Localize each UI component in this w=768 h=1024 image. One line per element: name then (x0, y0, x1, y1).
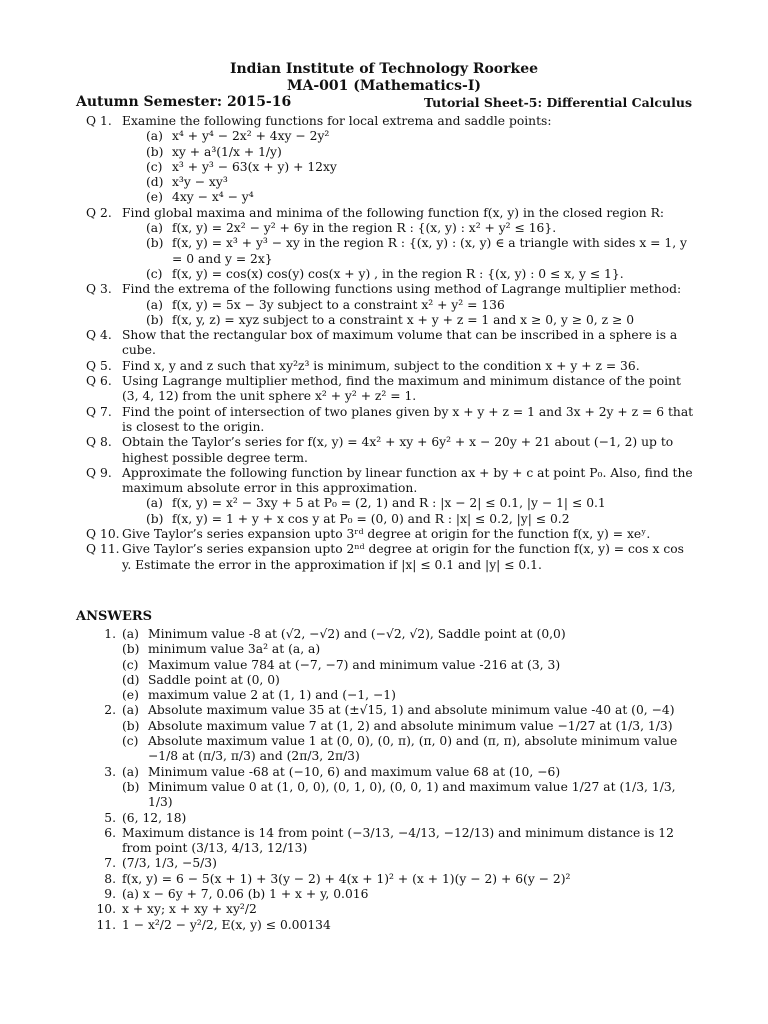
answer-number: 7. (104, 856, 116, 871)
question-subpart (122, 512, 696, 527)
question-number: Q 5. (86, 358, 112, 373)
subpart-label: (b) (146, 236, 164, 251)
answer-number: 6. (104, 825, 116, 840)
subpart-text: Absolute maximum value 1 at (0, 0), (0, π), (π, 0) and (π, π), absolute minimum value −1/8 at (π/3, π/3) and (2π/3, 2π/3) (148, 734, 678, 764)
question-number: Q 4. (86, 328, 112, 343)
subpart-text: Minimum value -68 at (−10, 6) and maximum value 68 at (10, −6) (148, 764, 561, 779)
answer-item (76, 918, 696, 933)
subpart-label: (c) (122, 657, 139, 672)
subpart-text: f(x, y) = 5x − 3y subject to a constraint x² + y² = 136 (172, 297, 505, 312)
answers-list (76, 627, 696, 933)
question-number: Q 7. (86, 404, 112, 419)
answer-subpart (122, 642, 696, 657)
answer-subpart (122, 780, 696, 811)
subpart-label: (b) (146, 511, 164, 526)
subpart-label: (b) (122, 779, 140, 794)
answer-number: 2. (104, 703, 116, 718)
institute-title: Indian Institute of Technology Roorkee (229, 61, 539, 77)
subpart-text: Absolute maximum value 35 at (±√15, 1) and absolute minimum value -40 at (0, −4) (148, 703, 675, 718)
question-item (76, 405, 696, 436)
answer-item (76, 887, 696, 902)
answer-subpart (122, 719, 696, 734)
question-text: Find the extrema of the following functions using method of Lagrange multiplier method: (122, 282, 682, 297)
subpart-text: xy + a³(1/x + 1/y) (172, 144, 282, 159)
subpart-label: (a) (122, 764, 139, 779)
subpart-label: (a) (122, 703, 139, 718)
answer-subpart (122, 627, 696, 642)
question-number: Q 8. (86, 435, 112, 450)
subpart-text: f(x, y, z) = xyz subject to a constraint x + y + z = 1 and x ≥ 0, y ≥ 0, z ≥ 0 (172, 312, 635, 327)
question-subpart (122, 496, 696, 511)
question-item (76, 206, 696, 282)
subpart-text: x³ + y³ − 63(x + y) + 12xy (172, 159, 337, 174)
subpart-text: Absolute maximum value 7 at (1, 2) and absolute minimum value −1/27 at (1/3, 1/3) (148, 718, 673, 733)
answer-item (76, 703, 696, 764)
subpart-text: minimum value 3a² at (a, a) (148, 642, 321, 657)
subpart-label: (b) (146, 144, 164, 159)
answer-text: 1 − x²/2 − y²/2, E(x, y) ≤ 0.00134 (122, 917, 331, 932)
question-subpart (122, 236, 696, 267)
course-title: MA-001 (Mathematics-I) (286, 78, 482, 94)
question-text: Approximate the following function by linear function ax + by + c at point P₀. Also, find the maximum absolute error in this approximation. (122, 465, 693, 496)
question-item (76, 527, 696, 542)
question-number: Q 1. (86, 114, 112, 128)
subpart-text: Maximum value 784 at (−7, −7) and minimum value -216 at (3, 3) (148, 657, 561, 672)
subpart-label: (a) (146, 297, 163, 312)
answer-subpart (122, 703, 696, 718)
subpart-label: (d) (122, 672, 140, 687)
answer-item (76, 856, 696, 871)
question-subpart (122, 145, 696, 160)
subpart-label: (a) (146, 496, 163, 511)
question-subpart (122, 298, 696, 313)
answer-item (76, 902, 696, 917)
answer-number: 9. (104, 887, 116, 902)
question-number: Q 6. (86, 374, 112, 389)
question-subpart (122, 267, 696, 282)
subpart-label: (e) (122, 688, 139, 703)
answer-subpart (122, 688, 696, 703)
answer-subpart (122, 765, 696, 780)
answer-number: 5. (104, 810, 116, 825)
subpart-text: x³y − xy³ (172, 175, 228, 190)
question-text: Using Lagrange multiplier method, find the maximum and minimum distance of the point (3, 4, 12) from the unit sphere x² + y² + z² = 1. (122, 374, 681, 404)
answer-text: Maximum distance is 14 from point (−3/13, −4/13, −12/13) and minimum distance is 12 from point (3/13, 4/13, 12/13) (122, 825, 674, 856)
answers-heading: ANSWERS (76, 609, 153, 624)
answer-number: 8. (104, 871, 116, 886)
question-number: Q 3. (86, 282, 112, 297)
sheet-title: Tutorial Sheet-5: Differential Calculus (423, 95, 692, 110)
question-item (76, 359, 696, 374)
subpart-text: Saddle point at (0, 0) (148, 672, 280, 687)
subpart-label: (a) (146, 221, 163, 236)
subpart-text: 4xy − x⁴ − y⁴ (172, 190, 254, 205)
question-number: Q 2. (86, 205, 112, 220)
answer-number: 3. (104, 764, 116, 779)
subpart-text: f(x, y) = x² − 3xy + 5 at P₀ = (2, 1) and R : |x − 2| ≤ 0.1, |y − 1| ≤ 0.1 (172, 496, 606, 511)
question-text: Give Taylor’s series expansion upto 2ⁿᵈ degree at origin for the function f(x, y) = cos x cos y. Estimate the error in the approximation if |x| ≤ 0.1 and |y| ≤ 0.1. (122, 542, 684, 572)
question-subpart (122, 221, 696, 236)
answer-item (76, 811, 696, 826)
subpart-label: (c) (146, 159, 163, 174)
question-text: Find the point of intersection of two planes given by x + y + z = 1 and 3x + 2y + z = 6 that is closest to the origin. (122, 404, 694, 434)
subpart-label: (b) (122, 718, 140, 733)
question-item (76, 466, 696, 527)
answer-subpart (122, 658, 696, 673)
answer-text: x + xy; x + xy + xy²/2 (122, 902, 257, 917)
subpart-label: (c) (146, 266, 163, 281)
answer-item (76, 872, 696, 887)
question-text: Obtain the Taylor’s series for f(x, y) = 4x² + xy + 6y² + x − 20y + 21 about (−1, 2) up to highest possible degree term. (122, 435, 674, 465)
semester-label: Autumn Semester: 2015-16 (76, 94, 292, 110)
subpart-text: f(x, y) = 2x² − y² + 6y in the region R : {(x, y) : x² + y² ≤ 16}. (172, 221, 557, 236)
subpart-label: (b) (122, 642, 140, 657)
subpart-text: Minimum value -8 at (√2, −√2) and (−√2, √2), Saddle point at (0,0) (148, 627, 566, 641)
question-subpart (122, 313, 696, 328)
answer-number: 1. (104, 627, 116, 641)
answer-text: (6, 12, 18) (122, 810, 187, 825)
subpart-text: x⁴ + y⁴ − 2x² + 4xy − 2y² (172, 129, 330, 144)
subpart-text: f(x, y) = cos(x) cos(y) cos(x + y) , in the region R : {(x, y) : 0 ≤ x, y ≤ 1}. (172, 266, 624, 281)
answer-item (76, 627, 696, 703)
question-item (76, 542, 696, 573)
answer-item (76, 826, 696, 857)
subpart-label: (a) (146, 129, 163, 144)
question-item (76, 282, 696, 328)
subpart-label: (d) (146, 175, 164, 190)
subpart-label: (c) (122, 734, 139, 749)
question-number: Q 11. (86, 542, 120, 557)
question-item (76, 328, 696, 359)
question-item (76, 114, 696, 206)
question-number: Q 10. (86, 527, 120, 542)
question-text: Give Taylor’s series expansion upto 3ʳᵈ degree at origin for the function f(x, y) = xeʸ. (122, 527, 651, 542)
question-item (76, 435, 696, 466)
subpart-text: Minimum value 0 at (1, 0, 0), (0, 1, 0), (0, 0, 1) and maximum value 1/27 at (1/3, 1/3, 1/3) (148, 779, 676, 810)
question-text: Find global maxima and minima of the following function f(x, y) in the closed region R: (122, 205, 664, 220)
answer-text: (a) x − 6y + 7, 0.06 (b) 1 + x + y, 0.016 (122, 887, 369, 902)
subpart-label: (e) (146, 190, 163, 205)
question-subpart (122, 129, 696, 144)
question-subpart (122, 190, 696, 205)
answer-subpart (122, 734, 696, 765)
subpart-label: (a) (122, 627, 139, 641)
answer-item (76, 765, 696, 811)
question-text: Show that the rectangular box of maximum volume that can be inscribed in a sphere is a cube. (122, 328, 678, 358)
question-subpart (122, 175, 696, 190)
question-number: Q 9. (86, 465, 112, 480)
question-text: Examine the following functions for local extrema and saddle points: (122, 114, 552, 128)
subpart-text: maximum value 2 at (1, 1) and (−1, −1) (148, 688, 396, 703)
question-item (76, 374, 696, 405)
answer-text: (7/3, 1/3, −5/3) (122, 856, 217, 871)
answer-number: 11. (96, 917, 116, 932)
question-subpart (122, 160, 696, 175)
subpart-label: (b) (146, 312, 164, 327)
question-text: Find x, y and z such that xy²z³ is minimum, subject to the condition x + y + z = 36. (122, 358, 640, 373)
answer-text: f(x, y) = 6 − 5(x + 1) + 3(y − 2) + 4(x + 1)² + (x + 1)(y − 2) + 6(y − 2)² (122, 871, 571, 886)
answer-number: 10. (96, 902, 116, 917)
subpart-text: f(x, y) = x³ + y³ − xy in the region R : {(x, y) : (x, y) ∈ a triangle with sides x = 1, y = 0 and y = 2x} (172, 236, 687, 266)
questions-list (76, 114, 696, 573)
subpart-text: f(x, y) = 1 + y + x cos y at P₀ = (0, 0) and R : |x| ≤ 0.2, |y| ≤ 0.2 (172, 511, 570, 526)
answer-subpart (122, 673, 696, 688)
